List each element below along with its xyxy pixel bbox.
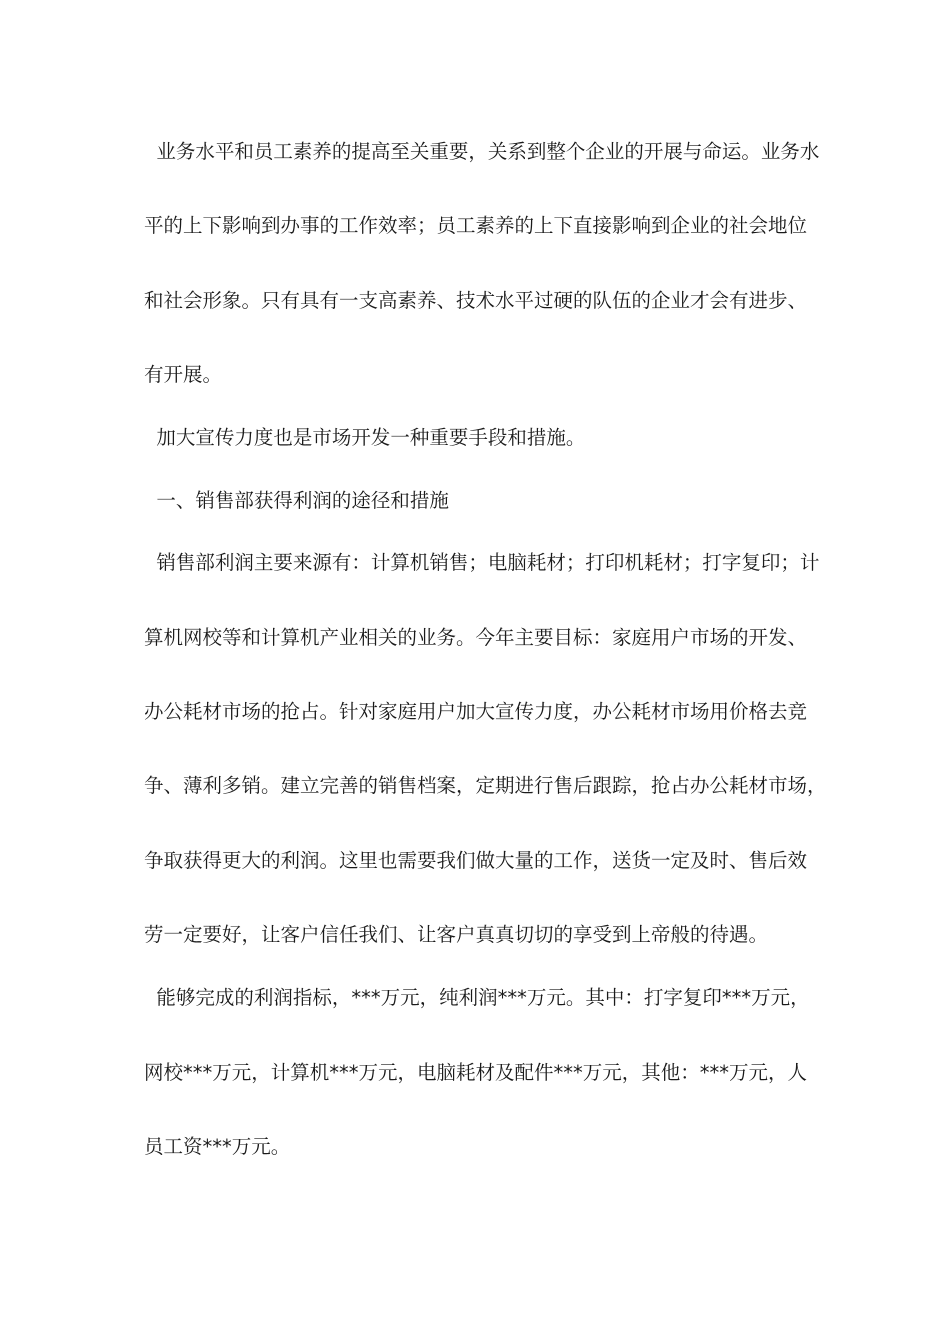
paragraph-3-line-1: 销售部利润主要来源有：计算机销售；电脑耗材；打印机耗材；打字复印；计 — [144, 551, 820, 574]
paragraph-4-line-2: 网校***万元，计算机***万元，电脑耗材及配件***万元，其他：***万元，人 — [144, 1061, 808, 1084]
section-heading: 一、销售部获得利润的途径和措施 — [144, 489, 449, 512]
paragraph-4-line-3: 员工资***万元。 — [144, 1135, 291, 1158]
paragraph-1-line-1: 业务水平和员工素养的提高至关重要，关系到整个企业的开展与命运。业务水 — [144, 140, 820, 163]
paragraph-1-line-4: 有开展。 — [144, 363, 223, 386]
paragraph-3-line-5: 争取获得更大的利润。这里也需要我们做大量的工作，送货一定及时、售后效 — [144, 849, 808, 872]
paragraph-3-line-3: 办公耗材市场的抢占。针对家庭用户加大宣传力度，办公耗材市场用价格去竞 — [144, 700, 808, 723]
paragraph-4-line-1: 能够完成的利润指标，***万元，纯利润***万元。其中：打字复印***万元， — [144, 986, 810, 1009]
paragraph-2-line-1: 加大宣传力度也是市场开发一种重要手段和措施。 — [144, 426, 586, 449]
paragraph-1-line-2: 平的上下影响到办事的工作效率；员工素养的上下直接影响到企业的社会地位 — [144, 214, 808, 237]
paragraph-3-line-6: 劳一定要好，让客户信任我们、让客户真真切切的享受到上帝般的待遇。 — [144, 923, 769, 946]
paragraph-3-line-4: 争、薄利多销。建立完善的销售档案，定期进行售后跟踪，抢占办公耗材市场， — [144, 774, 827, 797]
paragraph-1-line-3: 和社会形象。只有具有一支高素养、技术水平过硬的队伍的企业才会有进步、 — [144, 289, 808, 312]
paragraph-3-line-2: 算机网校等和计算机产业相关的业务。今年主要目标：家庭用户市场的开发、 — [144, 626, 808, 649]
